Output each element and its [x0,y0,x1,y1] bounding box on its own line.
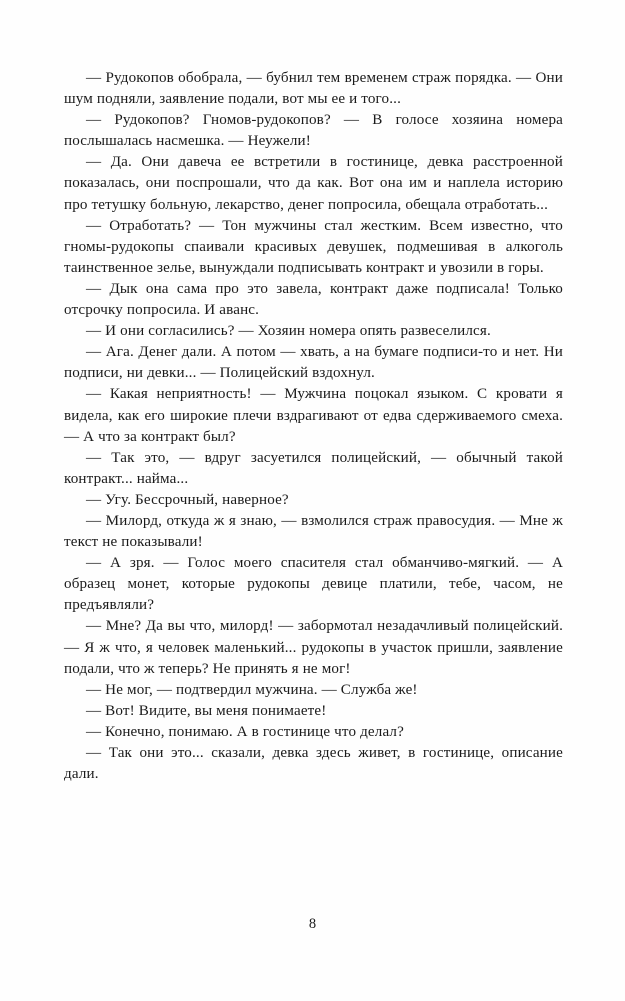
paragraph: — Так они это... сказали, девка здесь живет, в гостинице, описание дали. [64,745,563,783]
paragraph: — И они согласились? — Хозяин номера опять развеселился. [86,323,491,340]
paragraph: — Не мог, — подтвердил мужчина. — Служба же! [86,681,418,698]
page-body [64,68,563,785]
paragraph: — Какая неприятность! — Мужчина поцокал языком. С кровати я видела, как его широкие плечи вздрагивают от едва сдерживаемого смеха. — А что за контракт был? [64,386,563,445]
paragraph: — Дык она сама про это завела, контракт даже подписала! Только отсрочку попросила. И аванс. [64,280,563,319]
paragraph: — Ага. Денег дали. А потом — хвать, а на бумаге подписи-то и нет. Ни подписи, ни девки... — Полицейский вздохнул. [64,344,563,382]
paragraph: — Угу. Бессрочный, наверное? [86,491,289,508]
paragraph: — Так это, — вдруг засуетился полицейский, — обычный такой контракт... найма... [64,449,563,487]
paragraph: — А зря. — Голос моего спасителя стал обманчиво-мягкий. — А образец монет, которые рудокопы девице платили, тебе, часом, не предъявляли? [64,555,563,614]
paragraph: — Отработать? — Тон мужчины стал жестким. Всем известно, что гномы-рудокопы спаивали красивых девушек, подмешивая в алкоголь таинственное зелье, вынуждали подписывать контракт и увозили в горы. [64,217,563,276]
paragraph: — Конечно, понимаю. А в гостинице что делал? [86,723,404,740]
paragraph: — Мне? Да вы что, милорд! — забормотал незадачливый полицейский. — Я ж что, я человек маленький... рудокопы в участок пришли, заявление подали, что ж теперь? Не принять я не мог! [64,618,563,677]
paragraph: — Милорд, откуда ж я знаю, — взмолился страж правосудия. — Мне ж текст не показывали! [64,512,563,551]
paragraph: — Да. Они давеча ее встретили в гостинице, девка расстроенной показалась, они поспрошали, что да как. Вот она им и наплела историю про тетушку больную, лекарство, денег попросила, обещала отработать... [64,154,563,213]
paragraph: — Рудокопов обобрала, — бубнил тем временем страж порядка. — Они шум подняли, заявление подали, вот мы ее и того... [64,70,563,108]
paragraph: — Рудокопов? Гномов-рудокопов? — В голосе хозяина номера послышалась насмешка. — Неужели! [64,112,563,150]
paragraph: — Вот! Видите, вы меня понимаете! [86,702,327,719]
page-number: 8 [308,916,317,932]
